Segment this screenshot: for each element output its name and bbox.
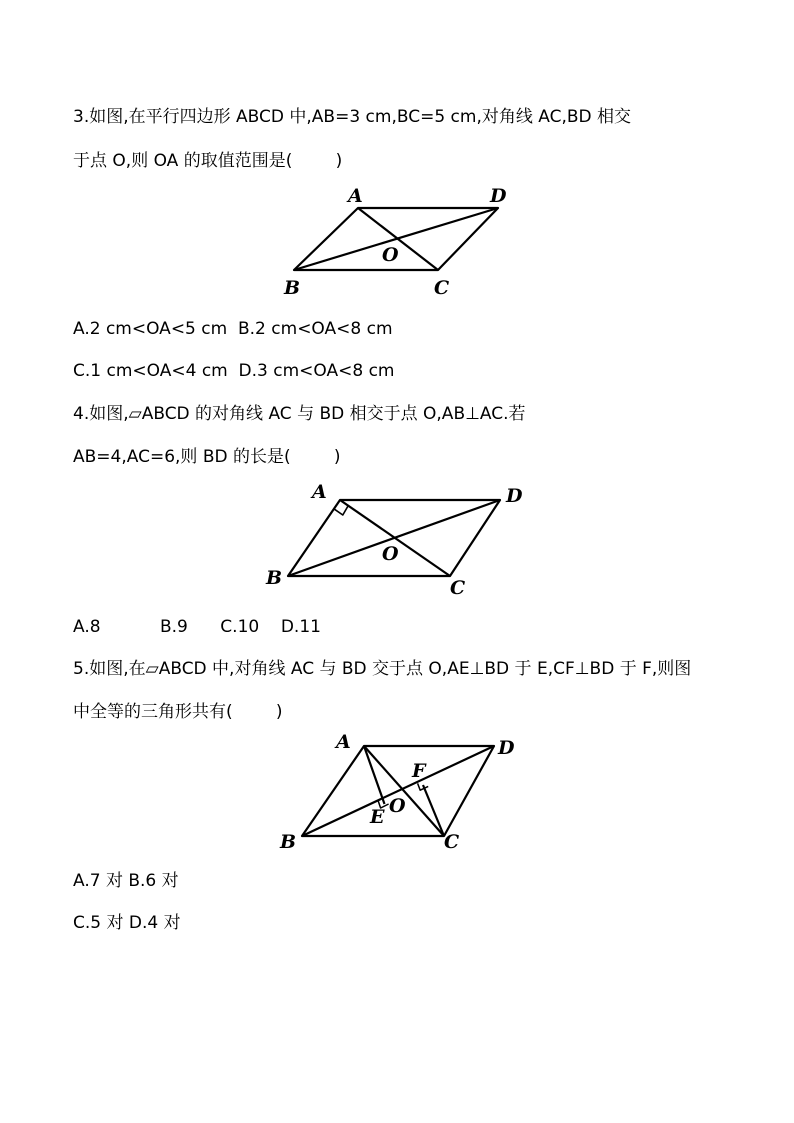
q5-parallelogram-figure xyxy=(268,728,538,858)
q5-options-cd: C.5 对 D.4 对 xyxy=(73,913,181,933)
q4-right-angle-mark xyxy=(335,506,349,515)
q4-label-c: C xyxy=(450,577,466,599)
q3-parallelogram-figure xyxy=(270,180,530,300)
q4-stem-line1: 4.如图,▱ABCD 的对角线 AC 与 BD 相交于点 O,AB⊥AC.若 xyxy=(73,404,526,424)
q3-options-cd: C.1 cm<OA<4 cm D.3 cm<OA<8 cm xyxy=(73,361,395,381)
q4-label-a: A xyxy=(312,481,327,503)
q5-options-ab: A.7 对 B.6 对 xyxy=(73,871,179,891)
q3-options-ab: A.2 cm<OA<5 cm B.2 cm<OA<8 cm xyxy=(73,319,393,339)
q5-label-e: E xyxy=(370,806,385,828)
q4-label-d: D xyxy=(506,485,523,507)
q5-label-d: D xyxy=(498,737,515,759)
q5-label-o: O xyxy=(389,795,406,817)
q3-label-a: A xyxy=(348,185,363,207)
q5-label-b: B xyxy=(280,831,297,853)
q4-options: A.8 B.9 C.10 D.11 xyxy=(73,617,321,637)
q5-segment-ae xyxy=(364,746,385,804)
q3-stem-line2: 于点 O,则 OA 的取值范围是( ) xyxy=(73,151,343,171)
q5-segment-cf xyxy=(423,785,444,836)
q5-diagonal-bd xyxy=(302,746,494,836)
q3-label-d: D xyxy=(490,185,507,207)
q5-label-c: C xyxy=(444,831,460,853)
q4-parallelogram-figure xyxy=(258,478,548,603)
q3-label-o: O xyxy=(382,244,399,266)
q4-label-o: O xyxy=(382,543,399,565)
q5-stem-line1: 5.如图,在▱ABCD 中,对角线 AC 与 BD 交于点 O,AE⊥BD 于 E,CF⊥BD 于 F,则图 xyxy=(73,659,692,679)
q5-label-f: F xyxy=(412,760,426,782)
q5-label-a: A xyxy=(336,731,351,753)
q3-label-b: B xyxy=(284,277,301,299)
q3-stem-line1: 3.如图,在平行四边形 ABCD 中,AB=3 cm,BC=5 cm,对角线 AC,BD 相交 xyxy=(73,107,632,127)
q4-stem-line2: AB=4,AC=6,则 BD 的长是( ) xyxy=(73,447,341,467)
q5-stem-line2: 中全等的三角形共有( ) xyxy=(73,702,283,722)
q3-label-c: C xyxy=(434,277,450,299)
q4-label-b: B xyxy=(266,567,283,589)
